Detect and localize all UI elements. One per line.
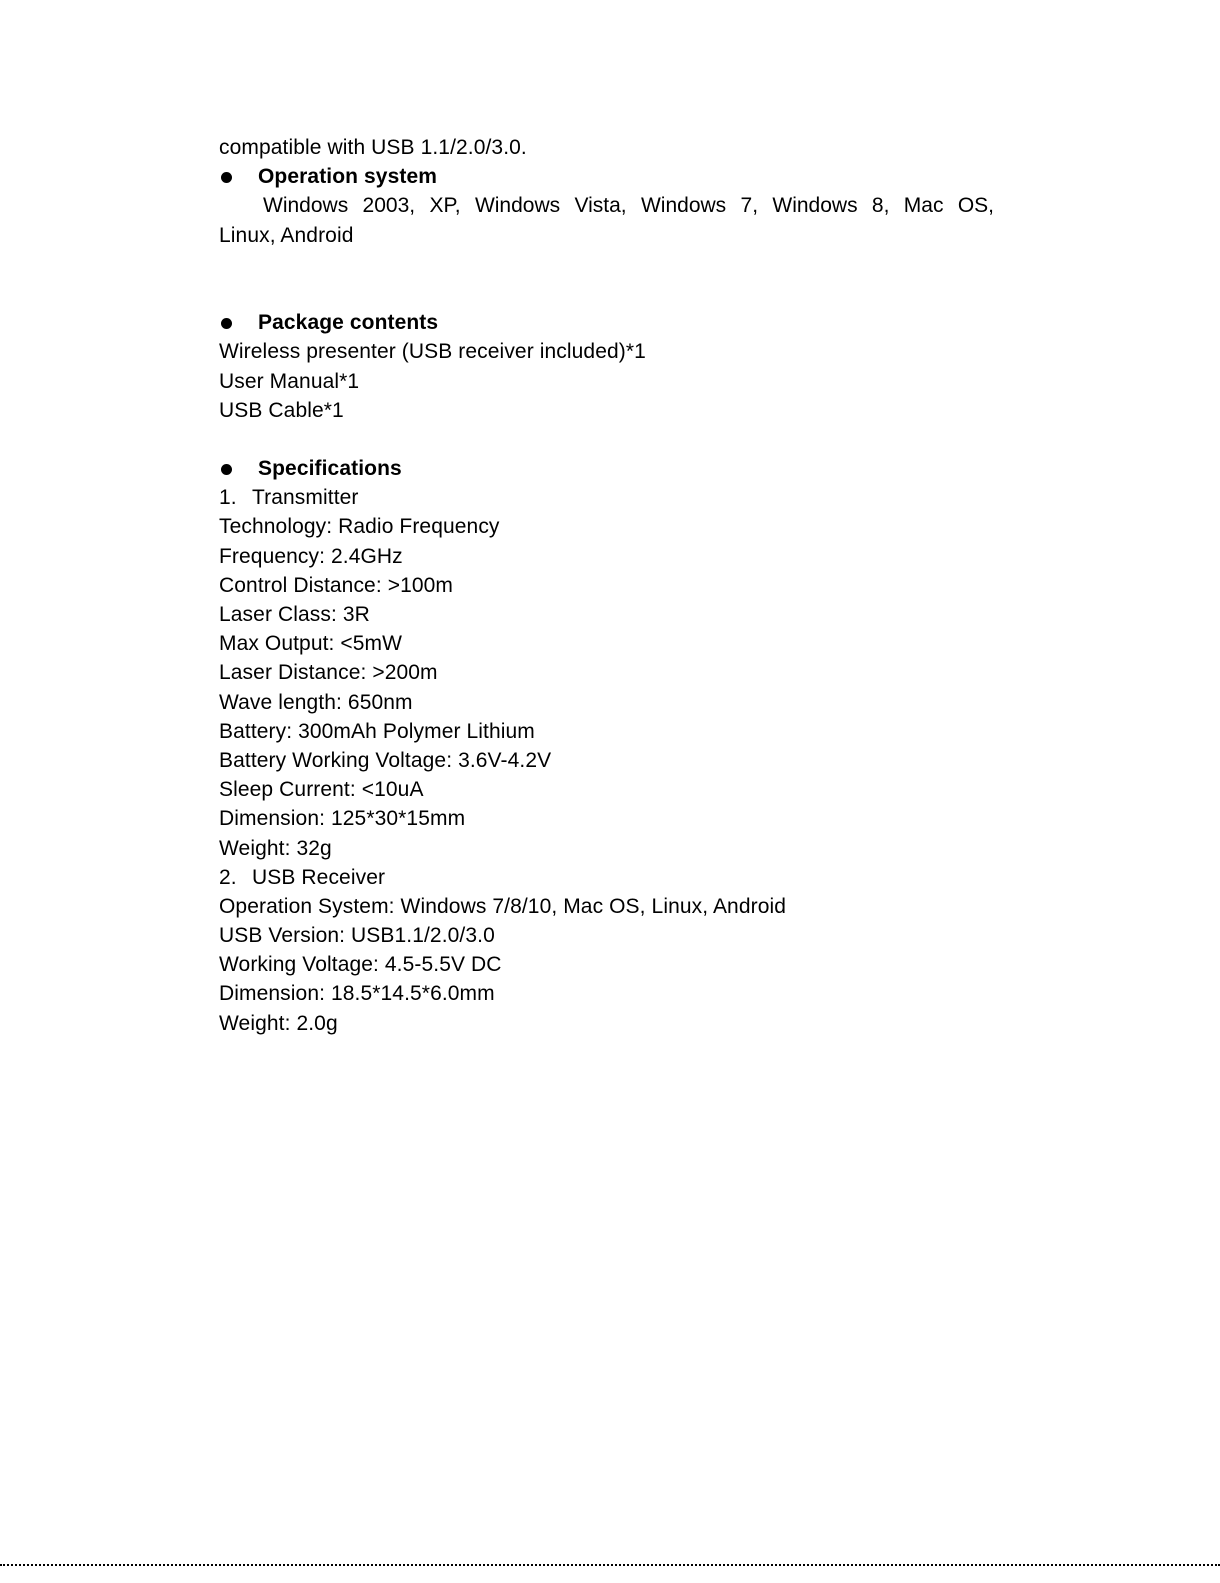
specifications-heading-text: Specifications [258, 457, 402, 481]
operation-system-line-1: Windows 2003, XP, Windows Vista, Windows 7, Windows 8, Mac OS, [263, 194, 994, 218]
spec-item: Wave length: 650nm [219, 690, 413, 714]
bullet-icon [221, 172, 232, 183]
bullet-icon [221, 464, 232, 475]
transmitter-title: Transmitter [252, 486, 359, 510]
intro-line: compatible with USB 1.1/2.0/3.0. [219, 136, 527, 159]
package-item: User Manual*1 [219, 369, 360, 393]
operation-system-line-2: Linux, Android [219, 223, 354, 247]
document-page [219, 133, 994, 1038]
spec-item: Battery Working Voltage: 3.6V-4.2V [219, 748, 552, 772]
spec-item: Dimension: 125*30*15mm [219, 807, 466, 831]
receiver-title: USB Receiver [252, 865, 386, 889]
operation-system-heading-text: Operation system [258, 165, 437, 189]
list-number: 1. [219, 486, 237, 510]
spec-item: USB Version: USB1.1/2.0/3.0 [219, 924, 495, 948]
transmitter-subheading [219, 483, 994, 512]
spacer [219, 425, 994, 454]
package-contents-heading [219, 308, 994, 337]
spec-item: Max Output: <5mW [219, 632, 403, 656]
spec-item: Sleep Current: <10uA [219, 778, 424, 802]
spec-item: Frequency: 2.4GHz [219, 544, 403, 568]
bullet-icon [221, 318, 232, 329]
spec-item: Working Voltage: 4.5-5.5V DC [219, 953, 502, 977]
spec-item: Battery: 300mAh Polymer Lithium [219, 719, 535, 743]
spec-item: Weight: 32g [219, 836, 332, 860]
spec-item: Operation System: Windows 7/8/10, Mac OS, Linux, Android [219, 894, 787, 918]
spec-item: Laser Distance: >200m [219, 661, 438, 685]
spec-item: Dimension: 18.5*14.5*6.0mm [219, 982, 495, 1006]
spacer [219, 250, 994, 308]
list-number: 2. [219, 865, 237, 889]
spec-item: Laser Class: 3R [219, 603, 370, 627]
spec-item: Control Distance: >100m [219, 573, 453, 597]
operation-system-heading [219, 162, 994, 191]
specifications-heading [219, 454, 994, 483]
spec-item: Technology: Radio Frequency [219, 515, 500, 539]
page-bottom-divider [0, 1564, 1220, 1566]
spec-item: Weight: 2.0g [219, 1011, 338, 1035]
receiver-subheading [219, 863, 994, 892]
package-contents-heading-text: Package contents [258, 311, 439, 335]
package-item: Wireless presenter (USB receiver included)*1 [219, 340, 646, 364]
package-item: USB Cable*1 [219, 398, 344, 422]
